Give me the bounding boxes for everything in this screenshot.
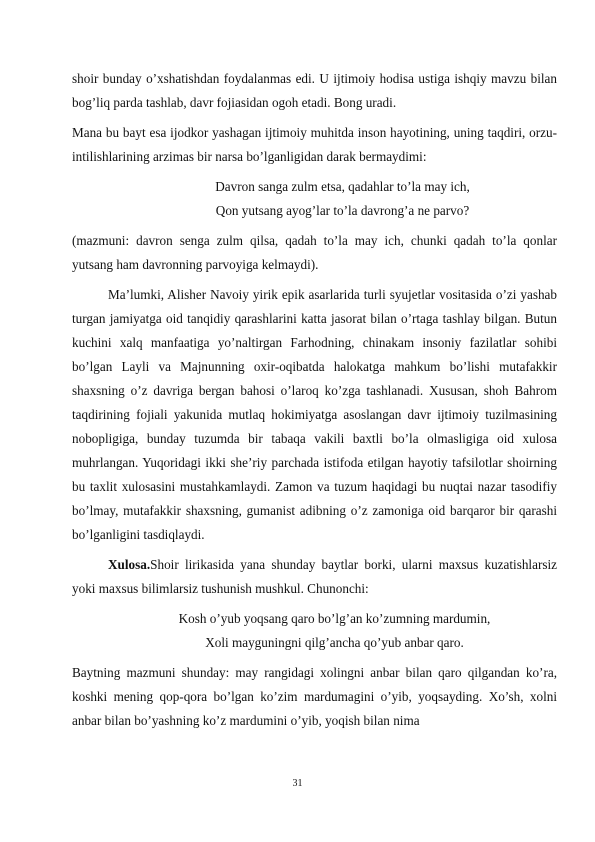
- paragraph: Mana bu bayt esa ijodkor yashagan ijtimoiy muhitda inson hayotining, uning taqdiri, orzu-intilishlarining arzimas bir narsa bo’lganligidan darak bermaydimi:: [72, 125, 557, 164]
- conclusion-heading: Xulosa.: [108, 557, 151, 572]
- verse-block: [72, 607, 557, 655]
- conclusion-text: Shoir lirikasida yana shunday baytlar borki, ularni maxsus kuzatishlarsiz yoki maxsus bilimlarsiz tushunish mushkul. Chunonchi:: [72, 557, 557, 596]
- page-number: 31: [292, 778, 303, 789]
- verse-line: Xoli mayguningni qilg’ancha qo’yub anbar qaro.: [205, 635, 464, 650]
- paragraph: Baytning mazmuni shunday: may rangidagi xolingni anbar bilan qaro qilgandan ko’ra, koshki mening qop-qora bo’lgan ko’zim mardumagini o’yib, yoqsayding. Xo’sh, xolni anbar bilan bo’yashning ko’z mardumini o’yib, yoqish bilan nima: [72, 665, 557, 728]
- paragraph: Ma’lumki, Alisher Navoiy yirik epik asarlarida turli syujetlar vositasida o’zi yashab turgan jamiyatga oid tanqidiy qarashlarini katta jasorat bilan o’rtaga tashlay bilgan. Butun kuchini xalq manfaatiga yo’naltirgan Farhodning, chinakam insoniy fazilatlar sohibi bo’lgan Layli va Majnunning oxir-oqibatda halokatga mahkum bo’lishi mutafakkir shaxsning o’z davriga bergan bahosi o’laroq ko’zga tashlanadi. Xususan, shoh Bahrom taqdirining fojiali yakunida mutlaq hokimiyatga asoslangan davr ijtimoiy tuzilmasining nobopligiga, bunday tuzumda bir tabaqa vakili baxtli bo’la olmasligiga oid xulosa muhrlangan. Yuqoridagi ikki she’riy parchada istifoda etilgan hayotiy tafsilotlar shoirning bu taxlit xulosasini mustahkamlaydi. Zamon va tuzum haqidagi bu nuqtai nazar tasodifiy bo’lmay, mutafakkir shaxsning, gumanist adibning o’z zamoniga oid barqaror bir qarashi bo’lganligini tasdiqlaydi.: [72, 287, 557, 542]
- verse-line: Davron sanga zulm etsa, qadahlar to’la may ich,: [215, 179, 470, 194]
- paragraph: (mazmuni: davron senga zulm qilsa, qadah to’la may ich, chunki qadah to’la qonlar yutsang ham davronning parvoyiga kelmaydi).: [72, 233, 557, 272]
- verse-block: [72, 175, 557, 223]
- verse-line: Qon yutsang ayog’lar to’la davrong’a ne parvo?: [215, 203, 470, 218]
- document-body: [72, 67, 557, 733]
- verse-line: Kosh o’yub yoqsang qaro bo’lg’an ko’zumning mardumin,: [178, 611, 491, 626]
- conclusion-paragraph: [72, 553, 557, 601]
- paragraph: shoir bunday o’xshatishdan foydalanmas edi. U ijtimoiy hodisa ustiga ishqiy mavzu bilan bog’liq parda tashlab, davr fojiasidan ogoh etadi. Bong uradi.: [72, 71, 557, 110]
